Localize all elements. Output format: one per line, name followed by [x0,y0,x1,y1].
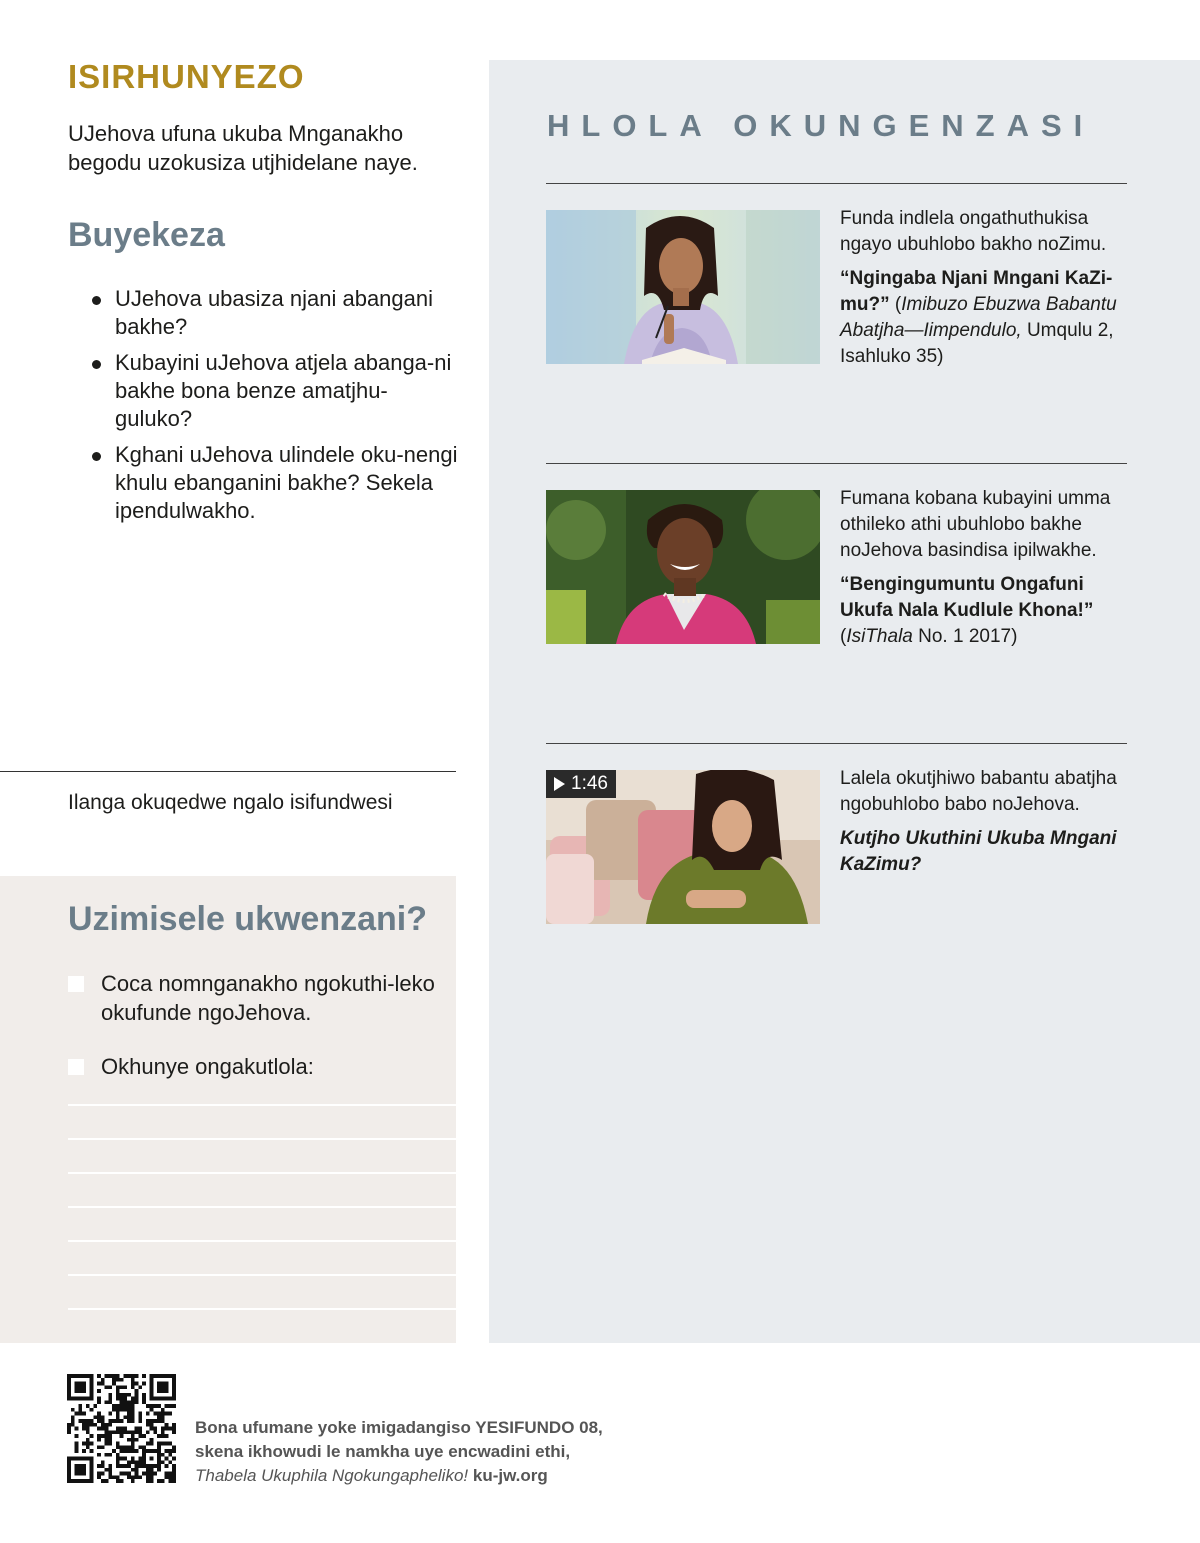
divider [546,183,1127,184]
footer-line: Bona ufumane yoke imigadangiso YESIFUNDO 08, [195,1418,603,1437]
card-reference[interactable] [840,266,1120,370]
card-reference[interactable] [840,572,1120,650]
goal-item-other[interactable] [68,1052,438,1081]
date-label: Ilanga okuqedwe ngalo isifundwesi [68,791,393,814]
footer-line [195,1464,603,1488]
smiling-woman-photo-art [546,490,820,644]
review-item [92,285,462,341]
date-rule [0,771,456,772]
publication-title: IsiThala [846,626,913,647]
review-heading: Buyekeza [68,216,225,254]
qr-code[interactable] [67,1374,176,1483]
bullet-icon [92,452,101,461]
review-item [92,349,462,433]
writing-line[interactable] [68,1240,456,1242]
woman-reading-photo-art [546,210,820,364]
goal-box [0,876,456,1343]
explore-panel [489,60,1200,1343]
article-title-link[interactable]: “Ngingaba Njani Mngani KaZi-mu?” [840,268,1113,315]
writing-line[interactable] [68,1104,456,1106]
card-2-text [840,486,1120,650]
review-item-text: Kghani uJehova ulindele oku-nengi khulu ebanganini bakhe? Sekela ipendulwakho. [115,442,458,523]
play-icon[interactable] [554,777,565,791]
review-item [92,441,462,525]
writing-line[interactable] [68,1172,456,1174]
footer-text [195,1416,603,1488]
review-item-text: Kubayini uJehova atjela abanga-ni bakhe bona benze amatjhu-guluko? [115,350,452,431]
ref-rest: Umqulu 2, Isahluko 35) [840,320,1114,367]
summary-heading: ISIRHUNYEZO [68,58,305,95]
smiling-woman-portrait-photo[interactable] [546,490,820,644]
writing-line[interactable] [68,1308,456,1310]
young-woman-praying-photo[interactable] [546,770,820,924]
ref-paren: ( [889,294,902,315]
review-list [92,285,462,533]
checkbox[interactable] [68,976,84,992]
publication-title: Imibuzo Ebuzwa Babantu Abatjha—Iimpendulo, [840,294,1117,341]
book-title: Thabela Ukuphila Ngokungapheliko! [195,1466,469,1485]
video-duration: 1:46 [571,773,608,794]
video-duration-badge[interactable] [546,770,616,798]
bullet-icon [92,360,101,369]
goal-item-text: Okhunye ongakutlola: [101,1054,314,1079]
goal-item-text: Coca nomnganakho ngokuthi-leko okufunde ngoJehova. [101,971,435,1025]
divider [546,743,1127,744]
article-title-link[interactable]: “Bengingumuntu Ongafuni Ukufa Nala Kudlule Khona!” [840,574,1094,621]
card-3-text [840,766,1120,878]
divider [546,463,1127,464]
goal-item-share[interactable] [68,969,438,1027]
card-description: Funda indlela ongathuthukisa ngayo ubuhlobo bakho noZimu. [840,208,1107,255]
card-description: Lalela okutjhiwo babantu abatjha ngobuhlobo babo noJehova. [840,768,1117,815]
website-link[interactable]: ku-jw.org [468,1466,548,1485]
explore-heading: HLOLA OKUNGENZASI [547,108,1095,143]
video-title-link[interactable]: Kutjho Ukuthini Ukuba Mngani KaZimu? [840,828,1117,875]
writing-line[interactable] [68,1274,456,1276]
writing-line[interactable] [68,1206,456,1208]
review-item-text: UJehova ubasiza njani abangani bakhe? [115,286,434,339]
footer-line: skena ikhowudi le namkha uye encwadini ethi, [195,1442,571,1461]
goal-heading: Uzimisele ukwenzani? [68,900,427,938]
ref-paren: ( [840,626,847,647]
writing-line[interactable] [68,1138,456,1140]
card-1-text [840,206,1120,370]
ref-rest: No. 1 2017) [912,626,1018,647]
checkbox[interactable] [68,1059,84,1075]
summary-text: UJehova ufuna ukuba Mnganakho begodu uzokusiza utjhidelane naye. [68,121,418,175]
card-description: Fumana kobana kubayini umma othileko athi ubuhlobo bakhe noJehova basindisa ipilwakhe. [840,488,1111,561]
woman-reading-bible-photo[interactable] [546,210,820,364]
bullet-icon [92,296,101,305]
